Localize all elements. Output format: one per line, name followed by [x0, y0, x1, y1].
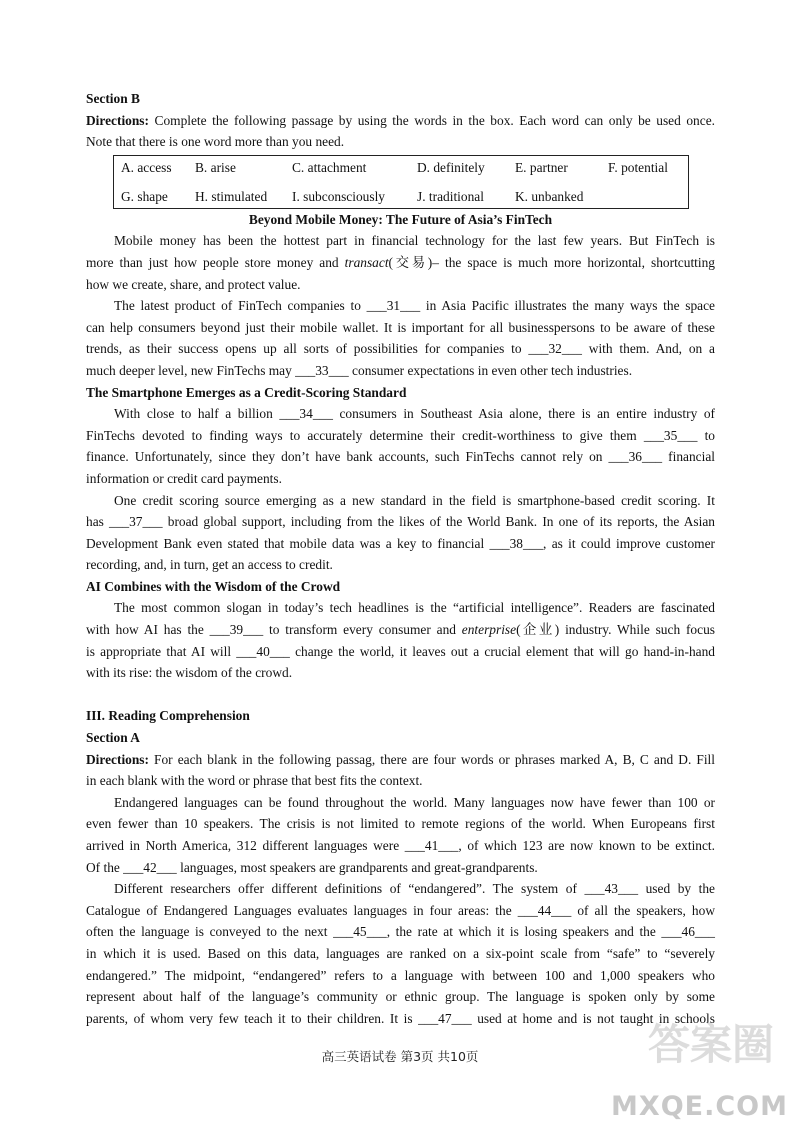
passage-b-line: Mobile money has been the hottest part in financial technology for the last few years. But FinTech is	[114, 233, 715, 249]
passage-b-line: with how AI has the ___39___ to transform every consumer and enterprise(企业) industry. While such focus	[86, 622, 715, 638]
passage-a-line: even fewer than 10 speakers. The crisis is not limited to remote regions of the world. When Europeans first	[86, 816, 715, 832]
passage-b-line: can help consumers beyond just their mobile wallet. It is important for all businesspersons to be aware of these	[86, 319, 715, 335]
passage-b-line: much deeper level, new FinTechs may ___33___ consumer expectations in even other tech industries.	[86, 362, 633, 378]
passage-a-line: often the language is conveyed to the next ___45___, the rate at which it is losing speakers and the ___46___	[86, 924, 715, 940]
passage-a-line: represent about half of the language’s community or ethnic group. The language is spoken only by some	[86, 989, 715, 1005]
passage-a-line: Of the ___42___ languages, most speakers are grandparents and great-grandparents.	[86, 859, 538, 875]
passage-b-line: trends, as their success opens up all sorts of possibilities for companies to ___32___ with them. And, on a	[86, 341, 715, 357]
word-option: I. subconsciously	[292, 188, 385, 204]
word-box	[113, 155, 689, 209]
directions-label: Directions:	[86, 112, 149, 128]
passage-b-line: has ___37___ broad global support, including from the likes of the World Bank. In one of its reports, the Asian	[86, 514, 715, 530]
word-option: J. traditional	[417, 188, 484, 204]
word-option: G. shape	[121, 188, 168, 204]
passage-a-line: Catalogue of Endangered Languages evaluates languages in four areas: the ___44___ of all the speakers, how	[86, 902, 715, 918]
watermark-seal: 答案圈	[647, 1020, 774, 1069]
passage-b-line: how we create, share, and protect value.	[86, 276, 301, 292]
italic-term: enterprise	[461, 622, 517, 638]
section-a-directions-line-2: in each blank with the word or phrase that best fits the context.	[86, 773, 423, 789]
italic-term: transact	[344, 254, 389, 270]
exam-page	[86, 88, 715, 1029]
section-a-heading: Section A	[86, 730, 140, 746]
section-b-directions-line-1: Directions: Complete the following passage by using the words in the box. Each word can only be used once.	[86, 112, 715, 128]
section-a-directions-line-1: Directions: For each blank in the following passag, there are four words or phrases marked A, B, C and D. Fill	[86, 751, 715, 767]
word-option: D. definitely	[417, 159, 485, 175]
word-option: H. stimulated	[195, 188, 268, 204]
page-footer: 高三英语试卷 第3页 共10页	[321, 1049, 479, 1064]
passage-title: Beyond Mobile Money: The Future of Asia’s FinTech	[248, 211, 553, 227]
passage-a-line: arrived in North America, 312 different languages were ___41___, of which 123 are now known to be extinct.	[86, 838, 715, 853]
watermark	[588, 1020, 788, 1126]
directions-label: Directions:	[86, 751, 149, 767]
watermark-site: MXQE.COM	[611, 1091, 788, 1122]
passage-b-line: more than just how people store money and transact(交易)– the space is much more horizontal, shortcutting	[86, 254, 715, 270]
subheading: The Smartphone Emerges as a Credit-Scoring Standard	[86, 384, 407, 400]
passage-a-line: parents, of whom very few teach it to their children. It is ___47___ used at home and is not taught in schools	[86, 1010, 715, 1026]
passage-b-line: with its rise: the wisdom of the crowd.	[86, 665, 293, 681]
passage-b-line: One credit scoring source emerging as a new standard in the field is smartphone-based credit scoring. It	[114, 492, 715, 508]
passage-b-line: The latest product of FinTech companies to ___31___ in Asia Pacific illustrates the many ways the space	[114, 298, 715, 314]
passage-b-line: finance. Unfortunately, since they don’t have bank accounts, such FinTechs cannot rely on ___36___ financial	[86, 449, 715, 465]
word-option: F. potential	[608, 159, 668, 175]
word-option: B. arise	[195, 159, 236, 175]
word-option: E. partner	[515, 159, 568, 175]
passage-b-line: information or credit card payments.	[86, 470, 282, 486]
word-option: A. access	[121, 159, 172, 175]
passage-a-line: in which it is used. Based on this data, languages are ranked on a six-point scale from “safe” to “severely	[86, 945, 715, 961]
section-b-heading: Section B	[86, 91, 140, 106]
word-option: K. unbanked	[515, 188, 584, 204]
passage-b-line: is appropriate that AI will ___40___ change the world, it leaves out a crucial element that will go hand-in-hand	[86, 643, 715, 659]
passage-b-line: With close to half a billion ___34___ consumers in Southeast Asia alone, there is an entire industry of	[114, 406, 715, 422]
word-option: C. attachment	[292, 159, 367, 175]
passage-a-line: Endangered languages can be found throughout the world. Many languages now have fewer than 100 or	[114, 794, 715, 810]
passage-b-line: Development Bank even stated that mobile data was a key to financial ___38___, as it could improve customer	[86, 535, 715, 551]
passage-b-line: The most common slogan in today’s tech headlines is the “artificial intelligence”. Readers are fascinated	[114, 600, 715, 616]
subheading: AI Combines with the Wisdom of the Crowd	[86, 578, 341, 594]
passage-b-line: recording, and, in turn, get an access to credit.	[86, 557, 333, 573]
spacer	[86, 684, 715, 706]
passage-b-line: FinTechs devoted to finding ways to accurately determine their credit-worthiness to give them ___35___ to	[86, 427, 715, 443]
part-3-heading: III. Reading Comprehension	[86, 708, 250, 724]
passage-a-line: Different researchers offer different definitions of “endangered”. The system of ___43___ used by the	[114, 881, 715, 897]
passage-a-line: endangered.” The midpoint, “endangered” refers to a language with between 100 and 1,000 speakers who	[86, 967, 715, 983]
section-b-directions-line-2: Note that there is one word more than you need.	[86, 134, 345, 150]
